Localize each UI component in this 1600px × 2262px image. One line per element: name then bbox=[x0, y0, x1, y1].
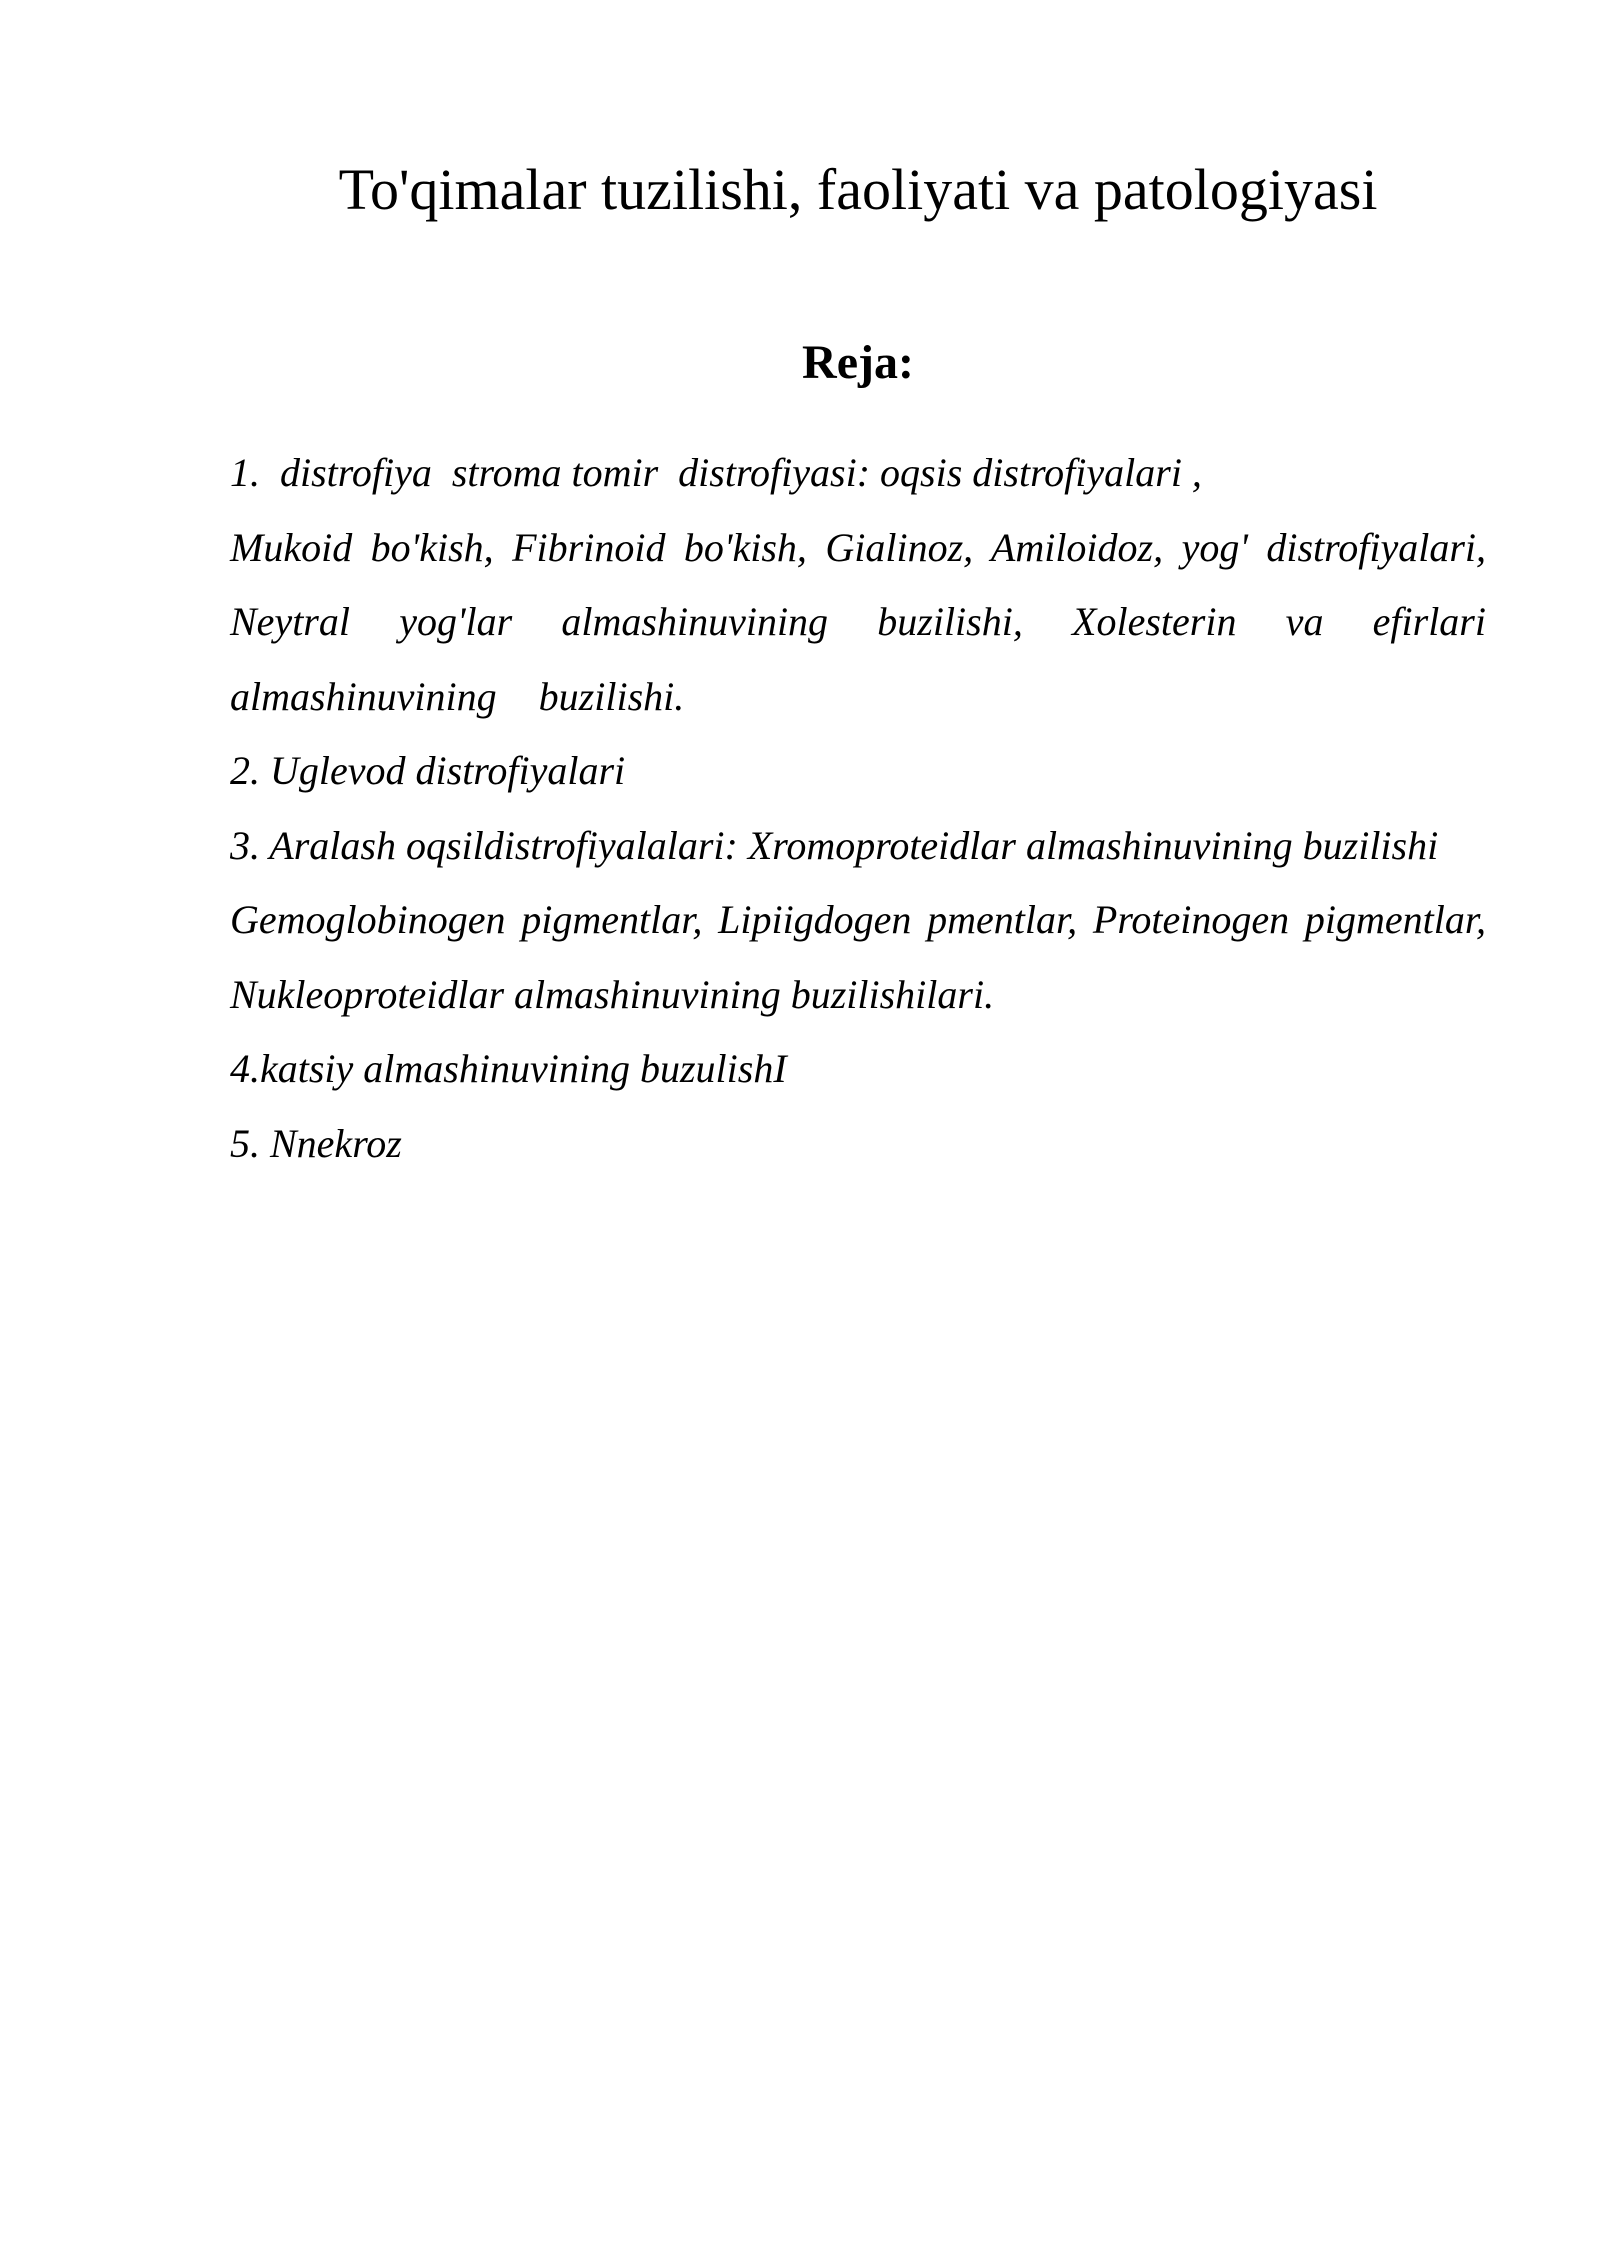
plan-item-3: 3. Aralash oqsildistrofiyalalari: Xromoproteidlar almashinuvining buzilishi bbox=[230, 822, 1439, 868]
plan-list bbox=[230, 436, 1486, 1181]
plan-heading: Reja: bbox=[802, 336, 914, 389]
plan-item-1-body-end: buzilishi. bbox=[538, 673, 685, 719]
plan-item-1-body bbox=[230, 511, 1486, 735]
plan-item-5: 5. Nnekroz bbox=[230, 1120, 402, 1166]
plan-item-1-heading: 1. distrofiya stroma tomir distrofiyasi: oqsis distrofiyalari , bbox=[230, 450, 1202, 495]
plan-item-4: 4.katsiy almashinuvining buzulishI bbox=[230, 1046, 787, 1091]
plan-item-2: 2. Uglevod distrofiyalari bbox=[230, 748, 626, 793]
document-title: To'qimalar tuzilishi, faoliyati va patologiyasi bbox=[338, 157, 1378, 222]
plan-item-3-body: Gemoglobinogen pigmentlar, Lipiigdogen pmentlar, Proteinogen pigmentlar, Nukleoproteidlar almashinuvining buzilishilari. bbox=[230, 897, 1486, 1017]
plan-item-1-body-text: Mukoid bo'kish, Fibrinoid bo'kish, Gialinoz, Amiloidoz, yog' distrofiyalari, Neytral yog'lar almashinuvining buzilishi, Xolesterin va efirlari almashinuvining bbox=[230, 524, 1486, 719]
